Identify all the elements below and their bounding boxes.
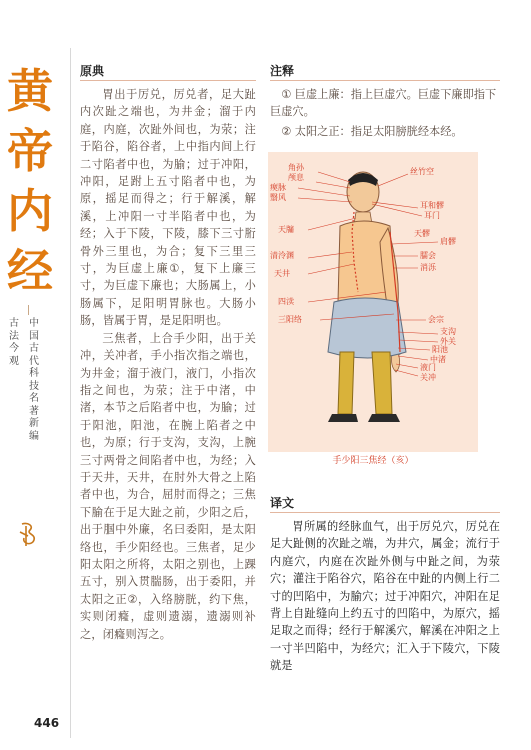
original-text-header (80, 62, 253, 80)
acupoint-label: 三阳络 (278, 315, 302, 324)
acupoint-label: 天牖 (278, 225, 294, 234)
book-title-char: 经 (7, 244, 53, 298)
paragraph: 三焦者，上合手少阳，出于关冲，关冲者，手小指次指之端也，为井金；溜于液门，液门，小指次指之间也，为荥；注于中渚，中渚，本节之后陷者中也，为腧；过于阳池，阳池，在腕上陷者之中也，为原；行于支沟，支沟，上腕三寸两骨之间陷者中也，为经；入于天井，天井，在肘外大骨之上陷者中也，为合，屈肘而得之；三焦下腧在于足大趾之前，少阳之后，出于腘中外廉，名曰委阳，是太阳络也，手少阳经也。三焦者，足少阳太阳之所将，太阳之别也，上踝五寸，别入贯腨肠，出于委阳，并太阳之正②，入络膀胱，约下焦，实则闭癃，虚则遗溺，遗溺则补之，闭癃则泻之。 (80, 331, 256, 641)
acupoint-label: 外关 (440, 337, 456, 346)
meridian-illustration (268, 152, 478, 452)
acupoint-label: 液门 (420, 363, 436, 372)
paragraph: 胃出于厉兑，厉兑者，足大趾内次趾之端也，为井金；溜于内庭，内庭，次趾外间也，为荥；注于陷谷，陷谷者，上中指内间上行二寸陷者中也，为腧；过于冲阳，冲阳，足跗上五寸陷者中也，为原，摇足而得之；行于解溪，解溪，上冲阳一寸半陷者中也，为经；入于下陵，下陵，膝下三寸胻骨外三里也，为合；复下三里三寸，为巨虚上廉①，复下上廉三寸，为巨虚下廉也；大肠属上，小肠属下，足阳明胃脉也。大肠小肠，皆属于胃，是足阳明也。 (80, 88, 256, 328)
acupoint-label: 会宗 (428, 315, 444, 324)
acupoint-label: 丝竹空 (410, 167, 434, 176)
acupoint-label: 翳风 (270, 193, 286, 202)
acupoint-label: 臑会 (420, 251, 436, 260)
acupoint-label: 瘈脉 (270, 183, 286, 192)
section-heading: 注释 (270, 64, 295, 78)
page-number: 446 (34, 716, 60, 730)
book-subtitle: 古法今观 (9, 318, 19, 367)
acupoint-label: 四渎 (278, 297, 294, 306)
acupoint-label: 天髎 (414, 229, 430, 238)
acupoint-label: 角孙 (288, 163, 304, 172)
section-heading: 译文 (270, 496, 295, 510)
acupoint-label: 天井 (274, 269, 290, 278)
book-title-char: 黄 (7, 64, 53, 118)
heading-rule (80, 80, 256, 81)
acupoint-label: 中渚 (430, 355, 446, 364)
title-divider (28, 305, 29, 315)
acupoint-label: 耳和髎 (420, 201, 444, 210)
figure-caption: 手少阳三焦经（亥） (332, 456, 414, 466)
notes-header (270, 62, 294, 80)
column-divider (70, 48, 71, 738)
acupoint-label: 消泺 (420, 263, 436, 272)
acupoint-label: 颅息 (288, 173, 304, 182)
note-item: ① 巨虚上廉：指上巨虚穴。巨虚下廉即指下巨虚穴。 (270, 88, 497, 119)
book-series: 中国古代科技名著新编 (29, 318, 39, 442)
heading-rule (270, 80, 500, 81)
seal-logo-icon (14, 520, 42, 548)
section-heading: 原典 (80, 64, 105, 78)
book-title-char: 内 (7, 184, 53, 238)
note-item: ② 太阳之正：指足太阳膀胱经本经。 (281, 124, 463, 138)
acupoint-label: 肩髎 (440, 237, 456, 246)
book-title (4, 62, 56, 302)
acupoint-label: 关冲 (420, 373, 436, 382)
acupoint-label: 清泠渊 (270, 251, 294, 260)
paragraph: 胃所属的经脉血气，出于厉兑穴，厉兑在足大趾侧的次趾之端，为井穴，属金；流行于内庭穴，内庭在次趾外侧与中趾之间，为荥穴；灌注于陷谷穴，陷谷在中趾的内侧上行二寸的凹陷中，为腧穴；过于冲阳穴，冲阳在足背上自趾缝向上约五寸的凹陷中，为原穴，摇足取之而得；经行于解溪穴，解溪在冲阳之上一寸半凹陷中，为经穴；汇入于下陵穴，下陵就是 (270, 520, 500, 673)
notes-list (270, 86, 500, 142)
book-title-char: 帝 (7, 124, 53, 178)
heading-rule (270, 512, 500, 513)
translation-header (270, 494, 294, 512)
acupoint-label: 耳门 (424, 211, 440, 220)
meridian-figure (268, 152, 478, 452)
translation-text (270, 518, 500, 675)
acupoint-label: 支沟 (440, 327, 456, 336)
original-text (80, 86, 256, 643)
acupoint-label: 阳池 (432, 345, 448, 354)
